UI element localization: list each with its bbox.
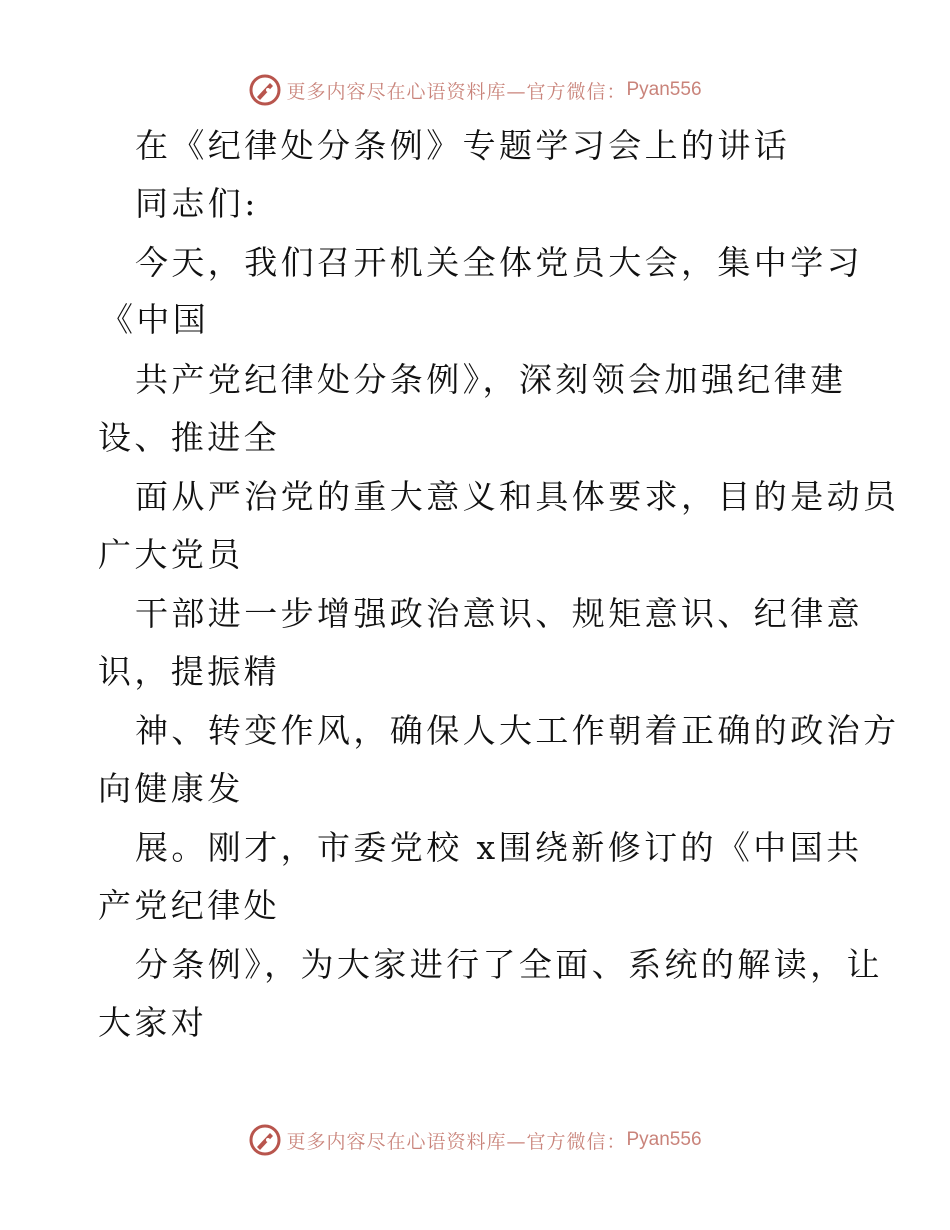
document-title: 在《纪律处分条例》专题学习会上的讲话 bbox=[135, 126, 791, 165]
header-banner bbox=[0, 72, 950, 108]
salutation: 同志们: bbox=[135, 184, 259, 223]
paragraph-line: 大家对 bbox=[98, 1003, 208, 1042]
paragraph-line: 设、推进全 bbox=[98, 418, 280, 457]
paragraph-line: 产党纪律处 bbox=[98, 886, 280, 925]
paragraph-line: 展。刚才，市委党校 x围绕新修订的《中国共 bbox=[135, 828, 863, 867]
banner-text: 更多内容尽在心语资料库—官方微信： bbox=[286, 1130, 627, 1153]
paragraph-line: 今天，我们召开机关全体党员大会，集中学习 bbox=[135, 243, 863, 282]
paragraph-line: 《中国 bbox=[100, 300, 210, 339]
wechat-account: Pyan556 bbox=[626, 1129, 702, 1150]
wechat-account: Pyan556 bbox=[626, 79, 702, 100]
banner-text: 更多内容尽在心语资料库—官方微信： bbox=[286, 80, 627, 103]
footer-banner bbox=[0, 1122, 950, 1158]
paragraph-line: 分条例》，为大家进行了全面、系统的解读，让 bbox=[135, 945, 883, 984]
paragraph-line: 面从严治党的重大意义和具体要求，目的是动员 bbox=[135, 477, 900, 516]
pen-nib-logo-icon bbox=[248, 73, 282, 107]
paragraph-line: 干部进一步增强政治意识、规矩意识、纪律意 bbox=[135, 594, 863, 633]
paragraph-line: 共产党纪律处分条例》，深刻领会加强纪律建 bbox=[135, 360, 847, 399]
paragraph-line: 广大党员 bbox=[98, 535, 244, 574]
paragraph-line: 神、转变作风，确保人大工作朝着正确的政治方 bbox=[135, 711, 900, 750]
pen-nib-logo-icon bbox=[248, 1123, 282, 1157]
paragraph-line: 识，提振精 bbox=[98, 652, 280, 691]
paragraph-line: 向健康发 bbox=[98, 769, 244, 808]
